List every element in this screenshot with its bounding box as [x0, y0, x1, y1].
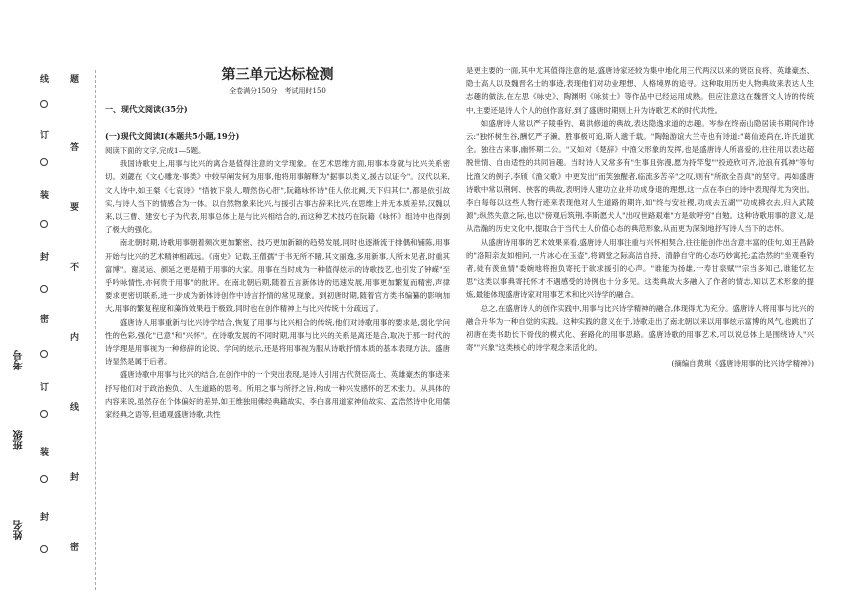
binding-char: 线 — [40, 75, 50, 85]
binding-char: 订 — [40, 131, 50, 141]
citation: (摘编自黄琪《盛唐诗用事的比兴诗学精神》) — [671, 359, 814, 369]
binding-char: 封 — [70, 473, 80, 483]
binding-char: 封 — [40, 513, 50, 523]
binding-margin — [0, 0, 90, 608]
passage-paragraph: 南北朝时期,诗歌用事朝着频次更加繁密、技巧更加新颖的趋势发展,同时也逐渐流于排偶和铺陈,用事开始与比兴的艺术精神相疏远。《南史》记载,王僧孺"于书无所不睹,其文丽逸,多用新事,人所未见者,时重其富博"。谢灵运、颜延之更是精于用事的大家。用事在当时成为一种值得炫示的诗歌技艺,也引发了钟嵘"至乎吟咏情性,亦何贵于用事"的批评。在南北朝后期,随着五言新体诗的迅速发展,用事更加繁复而精密,声律要求更密切联系,进一步成为新体诗创作中诗言抒情的常见现象。到初唐时期,随着官方类书编纂的影响加大,用事的繁复程度和藻饰效果趋于极致,同时也在创作精神上与比兴传统十分疏远了。 — [105, 238, 450, 314]
binding-char: 内 — [70, 333, 80, 343]
binding-char: 密 — [70, 543, 80, 553]
name-label: 姓名 — [14, 520, 25, 540]
binding-circle — [40, 285, 48, 293]
binding-char: 不 — [70, 263, 80, 273]
passage-paragraph: 是更主要的一面,其中尤其值得注意的是,盛唐诗家还较为集中地化用三代两汉以来的贤臣良将、英雄豪杰、隐士高人以及魏晋名士的事迹,表现他们对功业理想、人格境界的追寻。这种取用历史人物典故来表达人生志趣的做法,在左思《咏史》、陶渊明《咏贫士》等作品中已经运用成熟。但应注意这在魏晋文人诗的传统中,主要还是诗人个人的创作喜好,到了盛唐时期则上升为诗歌艺术的时代共性。 — [466, 66, 814, 115]
binding-dashed-line — [95, 70, 96, 590]
binding-circle — [40, 100, 48, 108]
section-heading: 一、现代文阅读(35分) — [105, 104, 188, 114]
binding-char: 封 — [40, 253, 50, 263]
page-subtitle: 全卷满分150分 考试用时150 — [229, 87, 326, 95]
binding-char: 线 — [70, 403, 80, 413]
passage-paragraph: 盛唐诗人用事重新与比兴诗学结合,恢复了用事与比兴相合的传统,他们对诗歌用事的要求是,弱化学问性的色彩,强化"已意"和"兴怀"。在诗歌发展的不同时期,用事与比兴的关系是离还是合,取决于那一时代的诗学理是用事视为一种修辞的论说、学问的炫示,还是将用事视为服从诗歌抒情本质的基本表现方法。盛唐诗显然是属于后者。 — [105, 317, 450, 367]
binding-circle — [40, 545, 48, 553]
passage-paragraph: 如盛唐诗人常以严子陵垂钓、葛洪修道的典故,表达隐逸求道的志趣。岑参在终南山隐居读书期间作诗云:"独怀树生谷,酬忆严子濑。胜事极可追,斯人邈千载。"陶翰游谊大兰寺也有诗道:"葛仙迹尚在,许氏道犹全。独往古来事,幽怀期二公。"又如对《楚辞》中渔父形象的发挥,也是盛唐诗人所喜爱的,往往用以表达超脱世情、自由适性的共同旨趣。当时诗人又常多有"生事且弥漫,愿为持竿叟""投迹欣可齐,沧浪有孤神"等句比渔父的例子,李颀《渔父歌》中更发出"而笑独醒者,临流多苦辛"之叹,则有"所欲全吾真"的坚守。再如盛唐诗歌中常以荆轲、侠客的典故,表明诗人建功立业并功成身退的理想,这一点在李白的诗中表现得尤为突出。李白每每以这些人物行迹来表现他对人生道路的期许,如"终与安社稷,功成去五湖""功成拂衣去,归入武陵源";纵然失意之际,也以"傍观后筑荆,李斯愿犬人"出叹世路艰难"方是欲呼穷"自勉。这种诗歌用事的意义,是从浩瀚的历史文化中,提取合于当代士人价值心态的典范形象,从而更为深刻地抒写诗人当下的志怀。 — [466, 118, 814, 234]
page-title: 第三单元达标检测 — [221, 67, 334, 83]
binding-char: 答 — [70, 143, 80, 153]
binding-char: 密 — [40, 315, 50, 325]
left-column — [105, 64, 450, 421]
student-id-label: 考号 — [14, 350, 25, 370]
binding-circle — [40, 350, 48, 358]
sub-section-heading: (一)现代文阅读Ⅰ(本题共5小题,19分) — [105, 131, 240, 141]
passage-paragraph: 从盛唐诗用事的艺术效果来看,盛唐诗人用事注重与兴怀相契合,往往能创作出含意丰富的佳句,如王昌龄的"洛阳亲友如相问,一片冰心在玉壶",将调堂之际高洁自持、清静自守的心态巧妙寓托;孟浩然的"坐观垂钓者,徒有羡鱼情"委婉地将抱负寄托于欲求援引的心声。"谁能为扬雄,一寿甘泉赋""宗当多知己,谁能忆左思"这类以事典寄托怀才不遇感受的诗例也十分多见。这类典故大多融入了作者的情志,知以艺术形象的提炼,最能体现盛唐诗家对用事艺术和比兴诗学的融合。 — [466, 237, 814, 300]
passage-paragraph: 我国诗歌史上,用事与比兴的离合是值得注意的文学现象。在艺术思维方面,用事本身就与比兴关系密切。刘勰在《文心雕龙·事类》中较早阐发何为用事,他将用事解释为"据事以类义,援古以证今"。汉代以来,文人诗中,如王粲《七哀诗》"悟彼下泉人,喟然伤心肝",阮籍咏怀诗"佳人依北阙,天下归其仁",都是依引故实,与诗人当下的情感合为一体。以自然物象来比兴,与援引古事古辞来比兴,在思维上并无本质差异,汉魏以来,以三曹、建安七子为代表,用事总体上是与比兴相结合的,而这种艺术技巧在阮籍《咏怀》组诗中也得到了极大的强化。 — [105, 159, 450, 235]
passage-paragraph: 盛唐诗歌中用事与比兴的结合,在创作中的一个突出表现,是诗人引用古代贤臣高士、英雄豪杰的事迹来抒写他们对于政治抱负、人生道路的思考。所用之事与所抒之旨,构成一种兴发感怀的艺术张力。从具体的内容来说,虽然存在个体偏好的差异,如王维独用佛经典籍故实、李白喜用道家神仙故实、孟浩然诗中化用儒家经典之语等,但通观盛唐诗歌,共性 — [105, 370, 450, 420]
binding-char: 要 — [70, 203, 80, 213]
right-column — [466, 64, 814, 369]
class-label: 班级 — [14, 430, 25, 450]
binding-char: 题 — [70, 75, 80, 85]
binding-circle — [40, 410, 48, 418]
passage-paragraph: 总之,在盛唐诗人的创作实践中,用事与比兴诗学精神的融合,体现得尤为充分。盛唐诗人将用事与比兴的融合升华为一种自觉的实践。这种实践的意义在于,诗歌走出了南北朝以来以用事炫示富博的风气,也跳出了初唐在类书助长下骨伐的模式化、套路化的用事思路。盛唐诗歌的用事艺术,可以说总体上是围绕诗人"兴寄""兴象"这类核心的诗学观念来活化的。 — [466, 303, 814, 353]
binding-char: 装 — [40, 191, 50, 201]
binding-circle — [40, 158, 48, 166]
binding-char: 装 — [40, 448, 50, 458]
binding-circle — [40, 220, 48, 228]
binding-circle — [40, 475, 48, 483]
binding-char: 订 — [40, 383, 50, 393]
instruction-text: 阅读下面的文字,完成1—5题。 — [105, 146, 206, 155]
